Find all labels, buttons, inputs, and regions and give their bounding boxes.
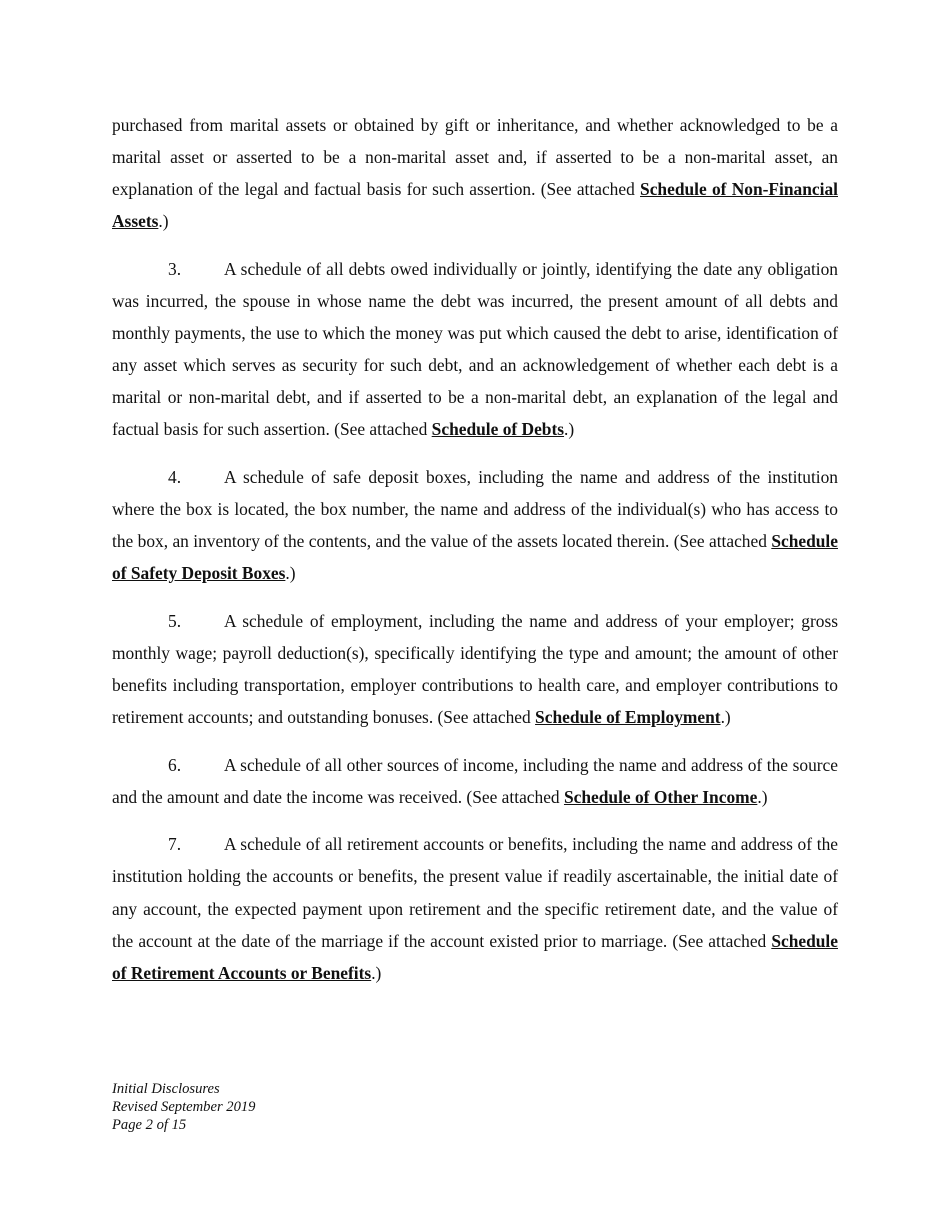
schedule-link-retirement-accounts[interactable]: Schedule of Retirement Accounts or Benefits [112,930,838,983]
page-footer [112,1080,255,1134]
paragraph-closing: .) [158,211,169,232]
paragraph-closing: .) [720,707,731,728]
paragraph-closing: .) [564,419,575,440]
paragraph-number: 7. [168,834,182,855]
paragraph-number: 6. [168,754,182,775]
paragraph-text: A schedule of all debts owed individually or jointly, identifying the date any obligation was incurred, the spouse in whose name the debt was incurred, the present amount of all debts and monthly payments, the use to which the money was put which caused the debt to arise, identification of any asset which serves as security for such debt, and an acknowledgement of whether each debt is a marital or non-marital debt, and if asserted to be a non-marital debt, an explanation of the legal and factual basis for such assertion. (See attached [112,258,838,440]
paragraph-employment [112,605,838,733]
paragraph-text: A schedule of all other sources of income, including the name and address of the source and the amount and date the income was received. (See attached [112,754,838,807]
paragraph-number: 5. [168,610,182,631]
paragraph-text: A schedule of safe deposit boxes, including the name and address of the institution where the box is located, the box number, the name and address of the individual(s) who has access to the box, an inventory of the contents, and the value of the assets located therein. (See attached [112,466,838,552]
footer-title: Initial Disclosures [112,1081,220,1097]
paragraph-closing: .) [371,962,382,983]
schedule-link-employment[interactable]: Schedule of Employment [535,707,721,728]
footer-revised: Revised September 2019 [112,1099,256,1115]
paragraph-number: 3. [168,258,182,279]
schedule-link-other-income[interactable]: Schedule of Other Income [563,786,758,807]
paragraph-text: A schedule of employment, including the name and address of your employer; gross monthly wage; payroll deduction(s), specifically identifying the type and amount; the amount of other benefits including transportation, employer contributions to health care, and employer contributions to retirement accounts; and outstanding bonuses. (See attached [112,610,838,728]
paragraph-closing: .) [285,563,296,584]
paragraph-safe-deposit [112,461,838,589]
paragraph-other-income [112,749,838,813]
paragraph-text: purchased from marital assets or obtained by gift or inheritance, and whether acknowledged to be a marital asset or asserted to be a non-marital asset and, if asserted to be a non-marital asset, an explanation of the legal and factual basis for such assertion. (See attached [112,115,838,200]
paragraph-number: 4. [168,466,182,487]
paragraph-continued [112,109,838,237]
paragraph-text: A schedule of all retirement accounts or benefits, including the name and address of the institution holding the accounts or benefits, the present value if readily ascertainable, the initial date of any account, the expected payment upon retirement and the specific retirement date, and the value of the account at the date of the marriage if the account existed prior to marriage. (See attached [112,834,838,951]
footer-page-number: Page 2 of 15 [112,1117,187,1133]
schedule-link-non-financial-assets[interactable]: Schedule of Non-Financial Assets [112,179,838,232]
paragraph-retirement [112,828,838,988]
document-body [112,109,838,1004]
paragraph-debts [112,253,838,446]
schedule-link-debts[interactable]: Schedule of Debts [431,419,565,440]
schedule-link-safety-deposit-boxes[interactable]: Schedule of Safety Deposit Boxes [112,531,838,584]
paragraph-closing: .) [757,786,768,807]
